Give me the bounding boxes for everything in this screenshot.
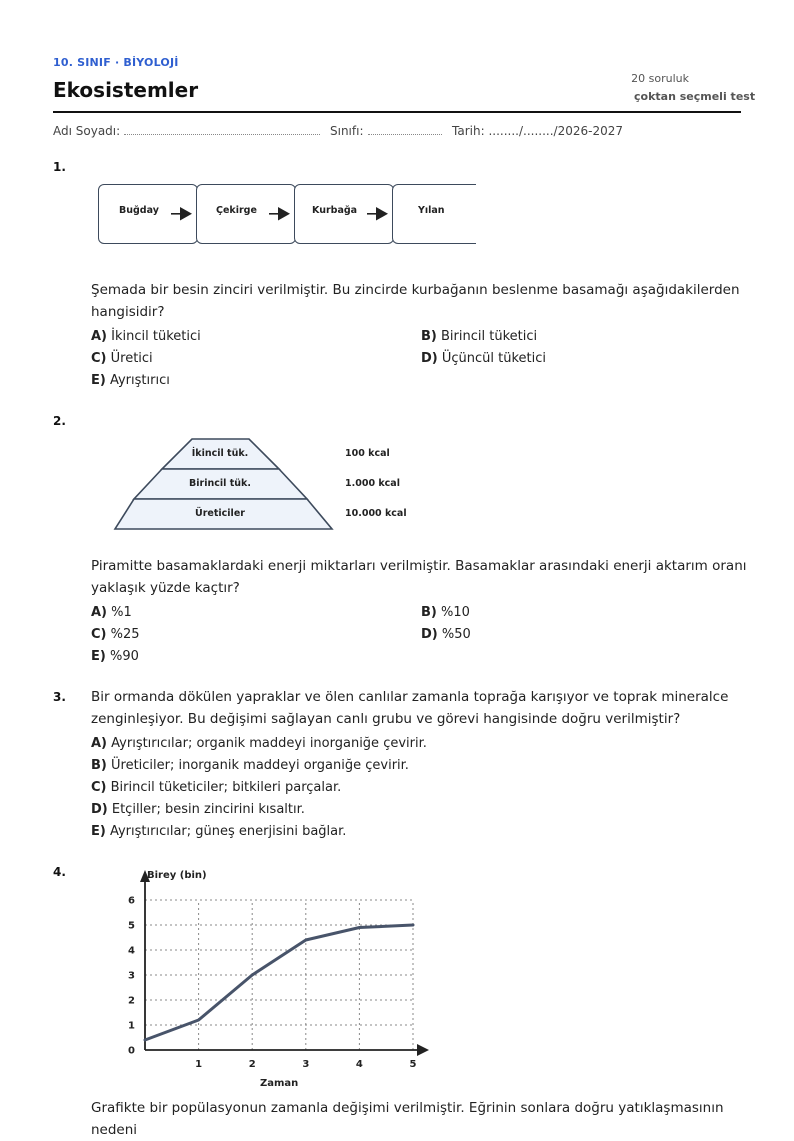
question-3-text: Bir ormanda dökülen yapraklar ve ölen canlılar zamanla toprağa karışıyor ve toprak mineralce zenginleşiyor. Bu değişimi sağlayan canlı grubu ve görevi hangisinde doğru verilmiştir? bbox=[91, 689, 729, 727]
pyramid-label-top: İkincil tük. bbox=[191, 448, 249, 459]
q1-option-b-text: Birincil tüketici bbox=[441, 329, 538, 344]
q1-option-a-text: İkincil tüketici bbox=[111, 329, 201, 344]
q2-option-d-text: %50 bbox=[441, 627, 471, 642]
date-value: ......../......../2026-2027 bbox=[488, 124, 623, 138]
y-axis-arrow bbox=[140, 870, 150, 882]
q1-option-a-key: A) bbox=[91, 329, 108, 344]
pyramid-label-middle: Birincil tük. bbox=[189, 478, 251, 489]
question-4-number: 4. bbox=[53, 865, 66, 879]
energy-label-top: 100 kcal bbox=[345, 448, 390, 459]
name-label: Adı Soyadı: bbox=[53, 124, 121, 138]
y-tick-label: 3 bbox=[128, 970, 135, 982]
chain-label-2: Çekirge bbox=[216, 205, 257, 216]
q2-option-c-key: C) bbox=[91, 627, 107, 642]
q1-option-c-key: C) bbox=[91, 351, 107, 366]
q2-option-c-text: %25 bbox=[110, 627, 140, 642]
q3-option-e-key: E) bbox=[91, 824, 106, 839]
q3-option-d-key: D) bbox=[91, 802, 108, 817]
population-line bbox=[145, 925, 413, 1040]
q2-option-d-key: D) bbox=[421, 627, 438, 642]
q2-option-b-text: %10 bbox=[441, 605, 470, 620]
chain-label-1: Buğday bbox=[119, 205, 159, 216]
chain-label-3: Kurbağa bbox=[312, 205, 358, 216]
y-tick-label: 1 bbox=[128, 1020, 135, 1032]
q1-option-c-text: Üretici bbox=[110, 351, 153, 366]
x-tick-label: 4 bbox=[355, 1059, 363, 1070]
q1-option-e-text: Ayrıştırıcı bbox=[109, 373, 170, 388]
x-tick-label: 2 bbox=[248, 1059, 256, 1070]
x-tick-label: 1 bbox=[195, 1059, 203, 1070]
y-tick-label: 6 bbox=[128, 895, 135, 907]
q2-option-e-key: E) bbox=[91, 649, 106, 664]
q3-option-c-text: Birincil tüketiciler; bitkileri parçalar. bbox=[110, 780, 342, 795]
q3-option-d-text: Etçiller; besin zincirini kısaltır. bbox=[111, 802, 305, 817]
q2-option-e-text: %90 bbox=[109, 649, 139, 664]
q2-option-a-text: %1 bbox=[111, 605, 132, 620]
question-1-text: Şemada bir besin zinciri verilmiştir. Bu zincirde kurbağanın beslenme basamağı aşağıdakilerden hangisidir? bbox=[91, 282, 740, 320]
question-count: 20 soruluk bbox=[631, 72, 689, 85]
date-label: Tarih: bbox=[452, 124, 485, 138]
energy-label-bottom: 10.000 kcal bbox=[345, 508, 407, 519]
q1-option-e-key: E) bbox=[91, 373, 106, 388]
question-2-text: Piramitte basamaklardaki enerji miktarları verilmiştir. Basamaklar arasındaki enerji aktarım oranı yaklaşık yüzde kaçtır? bbox=[91, 558, 747, 596]
question-2-number: 2. bbox=[53, 414, 66, 428]
q1-option-d-text: Üçüncül tüketici bbox=[441, 351, 547, 366]
q3-option-b-text: Üreticiler; inorganik maddeyi organiğe çevirir. bbox=[111, 758, 409, 773]
energy-label-middle: 1.000 kcal bbox=[345, 478, 400, 489]
chart-ylabel: Birey (bin) bbox=[147, 870, 207, 881]
question-3-number: 3. bbox=[53, 690, 66, 704]
q1-option-d-key: D) bbox=[421, 351, 438, 366]
question-1-number: 1. bbox=[53, 160, 66, 174]
y-tick-label: 0 bbox=[128, 1045, 135, 1057]
q3-option-a-text: Ayrıştırıcılar; organik maddeyi inorganiğe çevirir. bbox=[111, 736, 427, 751]
x-tick-label: 3 bbox=[302, 1059, 310, 1070]
q3-option-e-text: Ayrıştırıcılar; güneş enerjisini bağlar. bbox=[109, 824, 347, 839]
q3-option-c-key: C) bbox=[91, 780, 107, 795]
x-axis-arrow bbox=[417, 1044, 429, 1056]
class-label: Sınıfı: bbox=[330, 124, 364, 138]
page-title: Ekosistemler bbox=[53, 78, 199, 102]
q3-option-a-key: A) bbox=[91, 736, 108, 751]
test-type: çoktan seçmeli test bbox=[634, 90, 756, 103]
y-tick-label: 4 bbox=[128, 945, 135, 957]
q2-option-b-key: B) bbox=[421, 605, 437, 620]
question-4-text: Grafikte bir popülasyonun zamanla değişimi verilmiştir. Eğrinin sonlara doğru yatıklaşmasının nedeni bbox=[91, 1100, 724, 1138]
y-tick-label: 2 bbox=[128, 995, 135, 1007]
subject-label: 10. SINIF · BİYOLOJİ bbox=[53, 56, 179, 69]
y-tick-label: 5 bbox=[128, 920, 135, 932]
q2-option-a-key: A) bbox=[91, 605, 108, 620]
q1-option-b-key: B) bbox=[421, 329, 437, 344]
pyramid-label-bottom: Üreticiler bbox=[195, 508, 245, 519]
x-tick-label: 5 bbox=[409, 1059, 417, 1070]
chain-label-4: Yılan bbox=[418, 205, 445, 216]
q3-option-b-key: B) bbox=[91, 758, 107, 773]
chart-xlabel: Zaman bbox=[260, 1078, 299, 1089]
